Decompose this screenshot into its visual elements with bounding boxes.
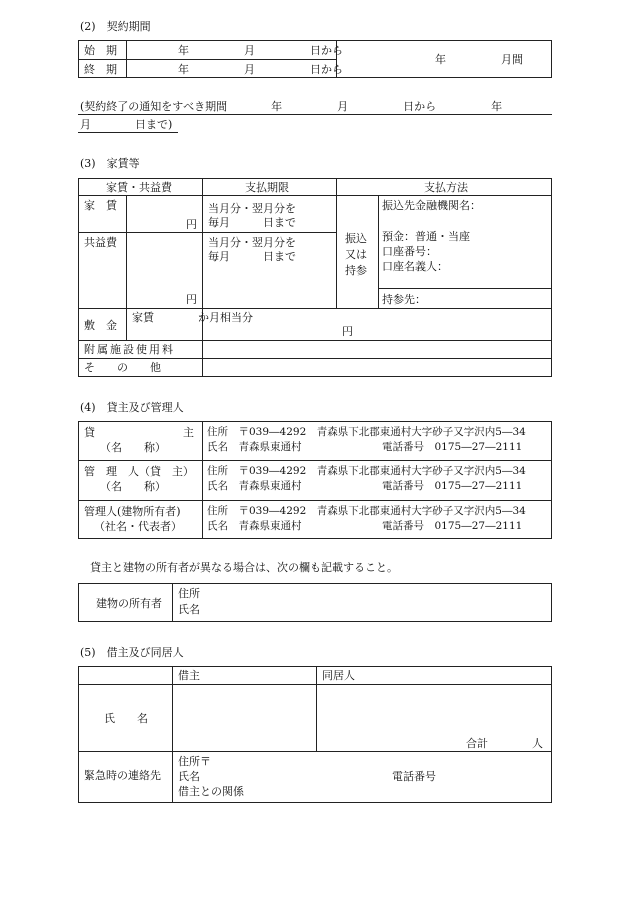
deposit-label: 敷 金 (84, 319, 117, 332)
other-label: そ の 他 (84, 361, 161, 374)
bring-to-label: 持参先： (382, 293, 426, 306)
manager-address: 住所 〒039―4292 青森県下北郡東通村大字砂子又字沢内5―34 (207, 465, 526, 477)
divider (336, 178, 337, 308)
common-deadline-1: 当月分・翌月分を (208, 236, 296, 249)
owner-manager-phone: 電話番号 0175―27―2111 (382, 520, 523, 532)
common-fee-label: 共益費 (84, 236, 117, 249)
divider (202, 421, 203, 539)
manager-sublabel: （名 称） (100, 480, 166, 493)
bank-name-label: 振込先金融機関名： (382, 199, 481, 212)
landlord-address: 住所 〒039―4292 青森県下北郡東通村大字砂子又字沢内5―34 (207, 426, 526, 438)
landlord-name: 氏名 青森県東通村 (207, 441, 302, 453)
underline (78, 132, 178, 133)
owner-manager-name: 氏名 青森県東通村 (207, 520, 302, 532)
section-5-heading: (5) 借主及び同居人 (80, 646, 184, 659)
end-date-value: 年 月 日から (178, 63, 343, 76)
start-date-value: 年 月 日から (178, 44, 343, 57)
section-4-heading: (4) 貸主及び管理人 (80, 401, 184, 414)
building-owner-label: 建物の所有者 (96, 597, 162, 610)
owner-manager-address: 住所 〒039―4292 青森県下北郡東通村大字砂子又字沢内5―34 (207, 505, 526, 517)
divider (378, 288, 552, 289)
divider (78, 195, 552, 196)
account-number-label: 口座番号： (382, 245, 437, 258)
divider (126, 40, 127, 78)
duration-value: 年 月間 (435, 53, 523, 66)
transfer-label-3: 持参 (345, 264, 367, 277)
deposit-yen: 円 (342, 325, 353, 338)
divider (78, 232, 336, 233)
rent-deadline-1: 当月分・翌月分を (208, 202, 296, 215)
underline (78, 114, 552, 115)
divider (78, 751, 552, 752)
notice-period-line2: 月 日まで) (80, 118, 173, 131)
divider (78, 500, 552, 501)
notice-period-line1: (契約終了の通知をすべき期間 年 月 日から 年 (80, 100, 503, 113)
account-holder-label: 口座名義人： (382, 260, 448, 273)
section-3-heading: (3) 家賃等 (80, 157, 140, 170)
col-cohabitant-header: 同居人 (322, 669, 355, 682)
divider (78, 684, 552, 685)
emergency-phone: 電話番号 (392, 770, 436, 783)
common-fee-yen: 円 (186, 293, 197, 306)
section-2-heading: (2) 契約期間 (80, 20, 151, 33)
rent-label: 家 賃 (84, 199, 117, 212)
deposit-value: 家賃 か月相当分 (132, 311, 253, 324)
emergency-relation: 借主との関係 (178, 785, 244, 798)
rent-deadline-2: 毎月 日まで (208, 216, 296, 229)
cohabitant-total: 合計 人 (466, 737, 543, 750)
owner-note: 貸主と建物の所有者が異なる場合は、次の欄も記載すること。 (90, 561, 398, 574)
landlord-sublabel: （名 称） (100, 441, 166, 454)
divider (126, 195, 127, 340)
divider (78, 340, 552, 341)
manager-phone: 電話番号 0175―27―2111 (382, 480, 523, 492)
emergency-name: 氏名 (178, 770, 200, 783)
divider (78, 358, 552, 359)
col-borrower-header: 借主 (178, 669, 200, 682)
landlord-label: 貸 主 (84, 426, 194, 439)
col-rent-header: 家賃・共益費 (106, 181, 172, 194)
common-deadline-2: 毎月 日まで (208, 250, 296, 263)
rent-yen: 円 (186, 218, 197, 231)
divider (202, 178, 203, 377)
divider (316, 666, 317, 751)
landlord-phone: 電話番号 0175―27―2111 (382, 441, 523, 453)
emergency-address: 住所〒 (178, 755, 211, 768)
building-owner-name: 氏名 (178, 603, 200, 616)
facility-fee-label: 附属施設使用料 (84, 343, 175, 356)
building-owner-address: 住所 (178, 587, 200, 600)
transfer-label-2: 又は (345, 248, 367, 261)
transfer-label-1: 振込 (345, 232, 367, 245)
tenant-table (78, 666, 552, 803)
tenant-name-label: 氏 名 (104, 712, 148, 725)
deposit-type-label: 預金：普通・当座 (382, 230, 470, 243)
owner-manager-sublabel: （社名・代表者） (94, 520, 182, 533)
manager-name: 氏名 青森県東通村 (207, 480, 302, 492)
divider (78, 59, 336, 60)
divider (172, 583, 173, 622)
col-deadline-header: 支払期限 (245, 181, 289, 194)
emergency-contact-label: 緊急時の連絡先 (84, 769, 161, 782)
col-method-header: 支払方法 (424, 181, 468, 194)
manager-label: 管 理 人（貸 主） (84, 465, 194, 478)
owner-manager-label: 管理人(建物所有者) (84, 505, 181, 518)
divider (172, 666, 173, 803)
divider (378, 195, 379, 308)
divider (78, 460, 552, 461)
end-label: 終 期 (84, 63, 117, 76)
start-label: 始 期 (84, 44, 117, 57)
divider (78, 308, 552, 309)
